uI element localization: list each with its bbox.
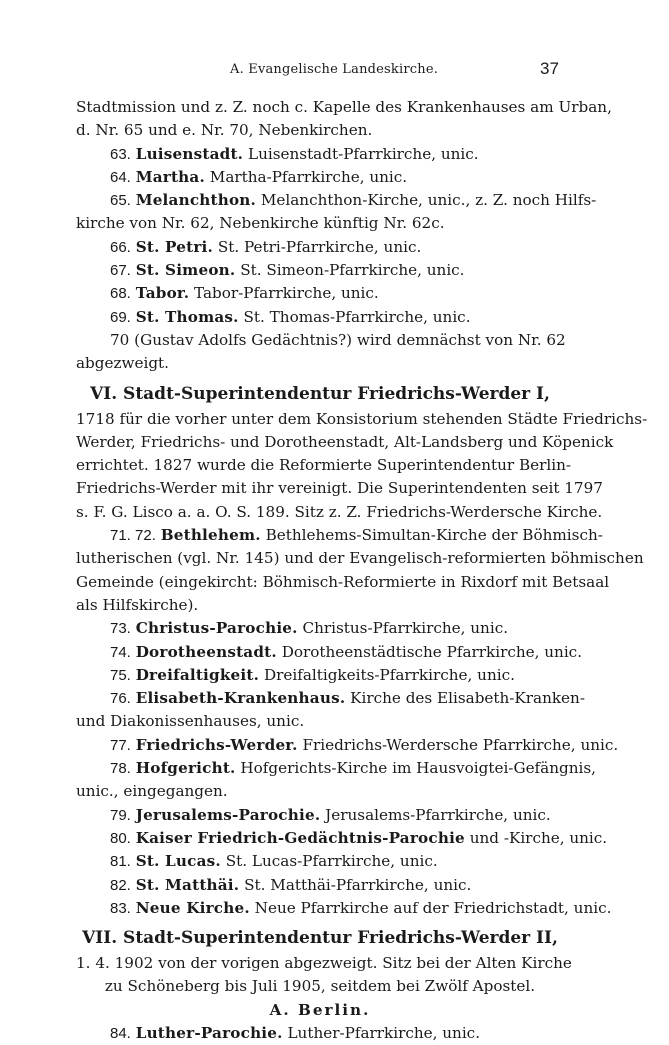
- section-heading-text: VI. Stadt-Superintendentur Friedrichs-Werder I,: [90, 383, 550, 404]
- text-line: [76, 477, 603, 500]
- text-line: [76, 710, 564, 733]
- entry-number: 68.: [110, 285, 131, 303]
- entry-number: 71. 72.: [110, 527, 156, 545]
- entry-description: St. Petri-Pfarrkirche, unic.: [217, 237, 422, 256]
- entry-number: 78.: [110, 760, 131, 778]
- entry-number: 79.: [110, 806, 131, 824]
- entry-description: Neue Pfarrkirche auf der Friedrichstadt, unic.: [254, 898, 612, 917]
- text-line-content: Gemeinde (eingekircht: Böhmisch-Reformierte in Rixdorf mit Betsaal: [76, 572, 610, 591]
- page-number: 37: [540, 59, 559, 78]
- running-head: [0, 59, 669, 84]
- parish-name: Martha.: [135, 167, 205, 186]
- entry-number: 65.: [110, 192, 131, 210]
- text-line: [76, 352, 564, 375]
- text-line-content: 1718 für die vorher unter dem Konsistorium stehenden Städte Friedrichs-: [76, 409, 648, 428]
- church-entry: [76, 1022, 564, 1045]
- entry-description: Dorotheenstädtische Pfarrkirche, unic.: [281, 642, 583, 661]
- entry-description: Dreifaltigkeits-Pfarrkirche, unic.: [263, 665, 515, 684]
- entry-number: 74.: [110, 643, 131, 661]
- section-heading: [76, 920, 564, 952]
- text-line: [76, 212, 564, 235]
- entry-number: 81.: [110, 853, 131, 871]
- entry-description: Kirche des Elisabeth-Kranken-: [350, 689, 585, 708]
- church-entry: [76, 143, 564, 166]
- text-line-content: 70 (Gustav Adolfs Gedächtnis?) wird demnächst von Nr. 62: [110, 330, 566, 349]
- parish-name: Neue Kirche.: [135, 898, 250, 917]
- parish-name: St. Petri.: [135, 237, 213, 256]
- subheading: [76, 999, 564, 1022]
- church-entry: [76, 757, 596, 780]
- text-line-content: lutherischen (vgl. Nr. 145) und der Evangelisch-reformierten böhmischen: [76, 549, 644, 568]
- church-entry: [76, 850, 564, 873]
- text-line-content: abgezweigt.: [76, 354, 169, 373]
- entry-description: Luther-Pfarrkirche, unic.: [287, 1023, 481, 1042]
- parish-name: St. Simeon.: [135, 261, 236, 280]
- text-line-content: kirche von Nr. 62, Nebenkirche künftig Nr. 62c.: [76, 214, 445, 233]
- text-line: [76, 952, 572, 975]
- text-line-content: Werder, Friedrichs- und Dorotheenstadt, Alt-Landsberg und Köpenick: [76, 432, 614, 451]
- entry-number: 77.: [110, 736, 131, 754]
- entry-number: 76.: [110, 690, 131, 708]
- parish-name: Dorotheenstadt.: [135, 642, 277, 661]
- parish-name: St. Thomas.: [135, 307, 239, 326]
- parish-name: Elisabeth-Krankenhaus.: [135, 689, 346, 708]
- church-entry: [76, 524, 603, 547]
- church-entry: [76, 897, 612, 920]
- section-heading-text: VII. Stadt-Superintendentur Friedrichs-Werder II,: [82, 928, 558, 949]
- parish-name: Luisenstadt.: [135, 144, 244, 163]
- parish-name: Friedrichs-Werder.: [135, 735, 298, 754]
- entry-description: Melanchthon-Kirche, unic., z. Z. noch Hilfs-: [260, 191, 597, 210]
- church-entry: [76, 282, 564, 305]
- text-line-content: unic., eingegangen.: [76, 782, 228, 801]
- entry-description: Friedrichs-Werdersche Pfarrkirche, unic.: [302, 735, 619, 754]
- entry-number: 66.: [110, 238, 131, 256]
- entry-description: St. Matthäi-Pfarrkirche, unic.: [244, 875, 472, 894]
- text-line-content: zu Schöneberg bis Juli 1905, seitdem bei Zwölf Apostel.: [104, 977, 536, 996]
- parish-name: Tabor.: [135, 284, 190, 303]
- entry-number: 69.: [110, 308, 131, 326]
- text-line-content: errichtet. 1827 wurde die Reformierte Superintendentur Berlin-: [76, 456, 571, 475]
- entry-number: 83.: [110, 899, 131, 917]
- entry-description: Bethlehems-Simultan-Kirche der Böhmisch-: [265, 526, 603, 545]
- entry-number: 80.: [110, 829, 131, 847]
- entry-description: Martha-Pfarrkirche, unic.: [209, 167, 408, 186]
- entry-description: St. Thomas-Pfarrkirche, unic.: [243, 307, 471, 326]
- text-line-content: als Hilfskirche).: [76, 595, 199, 614]
- running-head-title: A. Evangelische Landeskirche.: [230, 62, 439, 77]
- entry-number: 64.: [110, 168, 131, 186]
- parish-name: Melanchthon.: [135, 191, 257, 210]
- church-entry: [76, 664, 564, 687]
- text-line: [76, 975, 564, 998]
- church-entry: [76, 804, 564, 827]
- entry-description: St. Lucas-Pfarrkirche, unic.: [225, 852, 438, 871]
- church-entry: [76, 236, 564, 259]
- section-heading: [76, 376, 564, 408]
- entry-description: Jerusalems-Pfarrkirche, unic.: [325, 805, 551, 824]
- entry-description: Luisenstadt-Pfarrkirche, unic.: [248, 144, 479, 163]
- text-line: [76, 501, 603, 524]
- text-line: [76, 119, 564, 142]
- text-line: [76, 571, 610, 594]
- parish-name: Luther-Parochie.: [135, 1023, 283, 1042]
- parish-name: Kaiser Friedrich-Gedächtnis-Parochie: [135, 828, 465, 847]
- text-line: [76, 780, 564, 803]
- parish-name: Christus-Parochie.: [135, 619, 298, 638]
- text-line-content: 1. 4. 1902 von der vorigen abgezweigt. Sitz bei der Alten Kirche: [76, 954, 572, 973]
- page-body: [76, 96, 648, 1045]
- parish-name: Bethlehem.: [160, 526, 261, 545]
- church-entry: [76, 189, 597, 212]
- parish-name: Jerusalems-Parochie.: [135, 805, 321, 824]
- text-line: [76, 408, 648, 431]
- church-entry: [76, 734, 619, 757]
- entry-number: 82.: [110, 876, 131, 894]
- parish-name: Hofgericht.: [135, 759, 236, 778]
- church-entry: [76, 687, 585, 710]
- entry-number: 84.: [110, 1024, 131, 1042]
- entry-description: St. Simeon-Pfarrkirche, unic.: [240, 261, 465, 280]
- church-entry: [76, 827, 608, 850]
- text-line-content: d. Nr. 65 und e. Nr. 70, Nebenkirchen.: [76, 121, 373, 140]
- entry-number: 75.: [110, 666, 131, 684]
- subheading-text: A. Berlin.: [269, 1000, 371, 1019]
- entry-description: und -Kirche, unic.: [469, 828, 608, 847]
- entry-number: 63.: [110, 145, 131, 163]
- church-entry: [76, 166, 564, 189]
- entry-description: Tabor-Pfarrkirche, unic.: [194, 284, 379, 303]
- text-line-content: Friedrichs-Werder mit ihr vereinigt. Die Superintendenten seit 1797: [76, 479, 603, 498]
- church-entry: [76, 259, 564, 282]
- text-line: [76, 547, 644, 570]
- text-line: [76, 96, 612, 119]
- parish-name: St. Lucas.: [135, 852, 221, 871]
- text-line: [76, 431, 614, 454]
- parish-name: Dreifaltigkeit.: [135, 665, 260, 684]
- text-line-content: s. F. G. Lisco a. a. O. S. 189. Sitz z. Z. Friedrichs-Werdersche Kirche.: [76, 502, 603, 521]
- church-entry: [76, 617, 564, 640]
- entry-description: Hofgerichts-Kirche im Hausvoigtei-Gefängnis,: [240, 759, 596, 778]
- text-line: [76, 454, 571, 477]
- parish-name: St. Matthäi.: [135, 875, 240, 894]
- text-line: [76, 329, 564, 352]
- text-line-content: Stadtmission und z. Z. noch c. Kapelle des Krankenhauses am Urban,: [76, 98, 612, 116]
- church-entry: [76, 306, 564, 329]
- church-entry: [76, 641, 583, 664]
- church-entry: [76, 874, 564, 897]
- entry-number: 67.: [110, 262, 131, 280]
- entry-description: Christus-Pfarrkirche, unic.: [302, 619, 509, 638]
- text-line: [76, 594, 564, 617]
- text-line-content: und Diakonissenhauses, unic.: [76, 712, 305, 731]
- entry-number: 73.: [110, 620, 131, 638]
